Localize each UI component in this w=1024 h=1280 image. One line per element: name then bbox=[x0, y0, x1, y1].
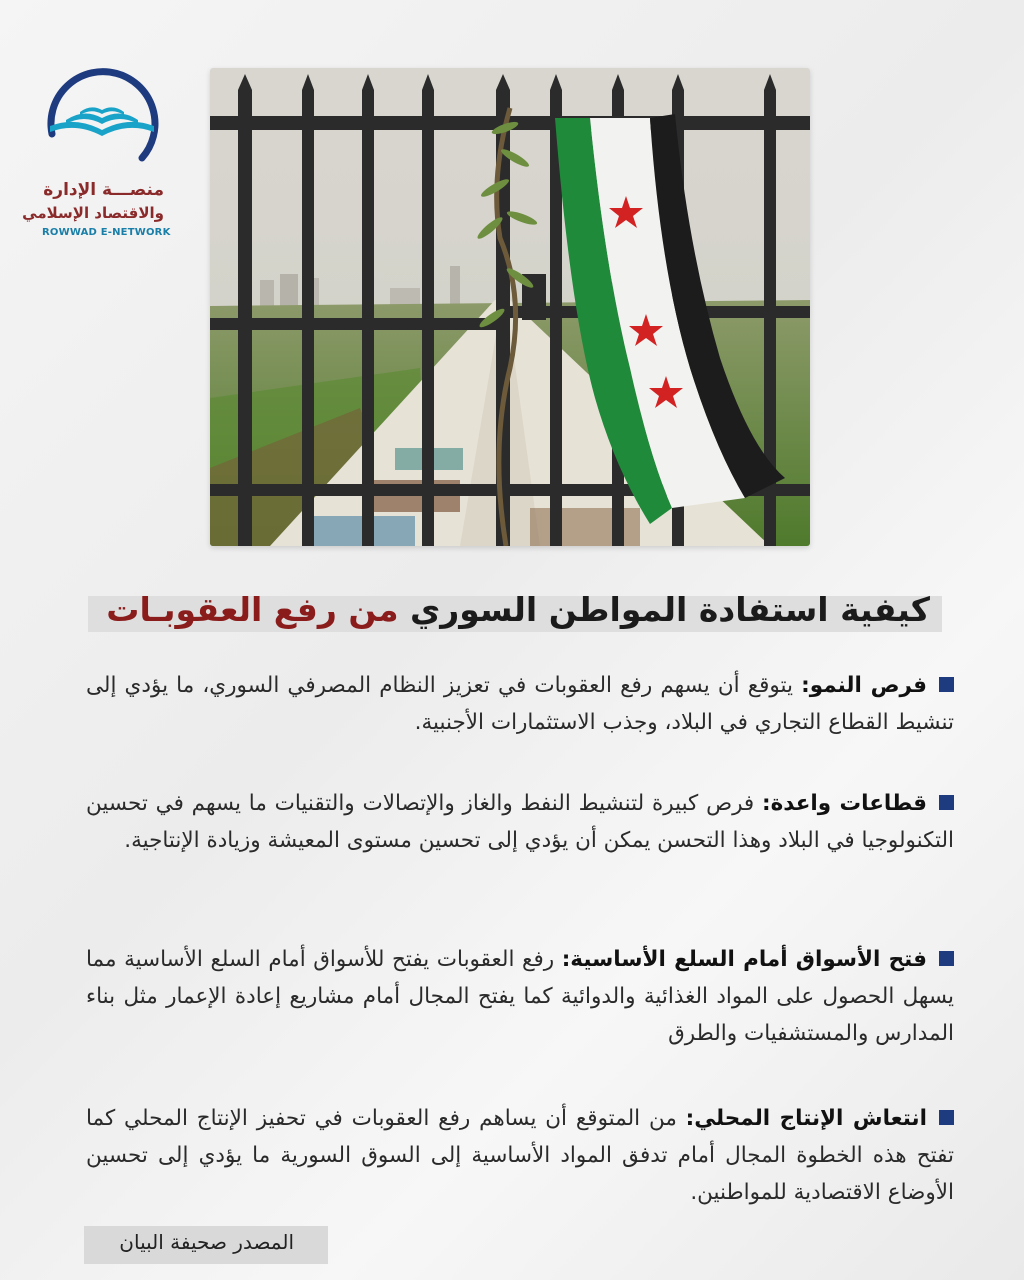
title-main: كيفية استفادة المواطن السوري bbox=[398, 590, 930, 629]
section-body: من المتوقع أن يساهم رفع العقوبات في تحفيز الإنتاج المحلي كما تفتح هذه الخطوة المجال أمام تدفق المواد الأساسية إلى السوق السورية ما يؤدي إلى تحسين الأوضاع الاقتصادية للمواطنين. bbox=[86, 1106, 954, 1205]
square-bullet-icon bbox=[939, 1110, 954, 1125]
section-body: فرص كبيرة لتنشيط النفط والغاز والإتصالات والتقنيات ما يسهم في تحسين التكنولوجيا في البلاد وهذا التحسن يمكن أن يؤدي إلى تحسين مستوى المعيشة وزيادة الإنتاجية. bbox=[86, 791, 954, 853]
section-lead: انتعاش الإنتاج المحلي: bbox=[685, 1106, 928, 1131]
square-bullet-icon bbox=[939, 951, 954, 966]
section-sectors bbox=[86, 785, 954, 859]
source-credit: المصدر صحيفة البيان bbox=[119, 1230, 294, 1254]
section-growth bbox=[86, 667, 954, 741]
section-body: يتوقع أن يسهم رفع العقوبات في تعزيز النظام المصرفي السوري، ما يؤدي إلى تنشيط القطاع التجاري في البلاد، وجذب الاستثمارات الأجنبية. bbox=[86, 673, 954, 735]
section-body: رفع العقوبات يفتح للأسواق أمام السلع الأساسية مما يسهل الحصول على المواد الغذائية والدوائية كما يفتح المجال أمام مشاريع إعادة الإعمار مثل بناء المدارس والمستشفيات والطرق bbox=[86, 947, 954, 1046]
logo-name-line1: منصـــة الإدارة bbox=[43, 180, 164, 200]
section-lead: فرص النمو: bbox=[801, 673, 927, 698]
section-lead: قطاعات واعدة: bbox=[761, 791, 927, 816]
hero-illustration bbox=[210, 68, 810, 546]
title-highlight: من رفع العقوبـات bbox=[106, 590, 399, 629]
logo-name-line2: والاقتصاد الإسلامي bbox=[22, 204, 164, 222]
brand-logo bbox=[24, 62, 184, 247]
section-production bbox=[86, 1100, 954, 1211]
square-bullet-icon bbox=[939, 677, 954, 692]
book-ring-icon bbox=[32, 62, 172, 177]
section-markets bbox=[86, 941, 954, 1052]
page-title bbox=[82, 590, 942, 636]
gate-with-flag-illustration bbox=[210, 68, 810, 546]
section-lead: فتح الأسواق أمام السلع الأساسية: bbox=[561, 947, 927, 972]
square-bullet-icon bbox=[939, 795, 954, 810]
logo-name-en: ROWWAD E-NETWORK bbox=[42, 227, 171, 238]
